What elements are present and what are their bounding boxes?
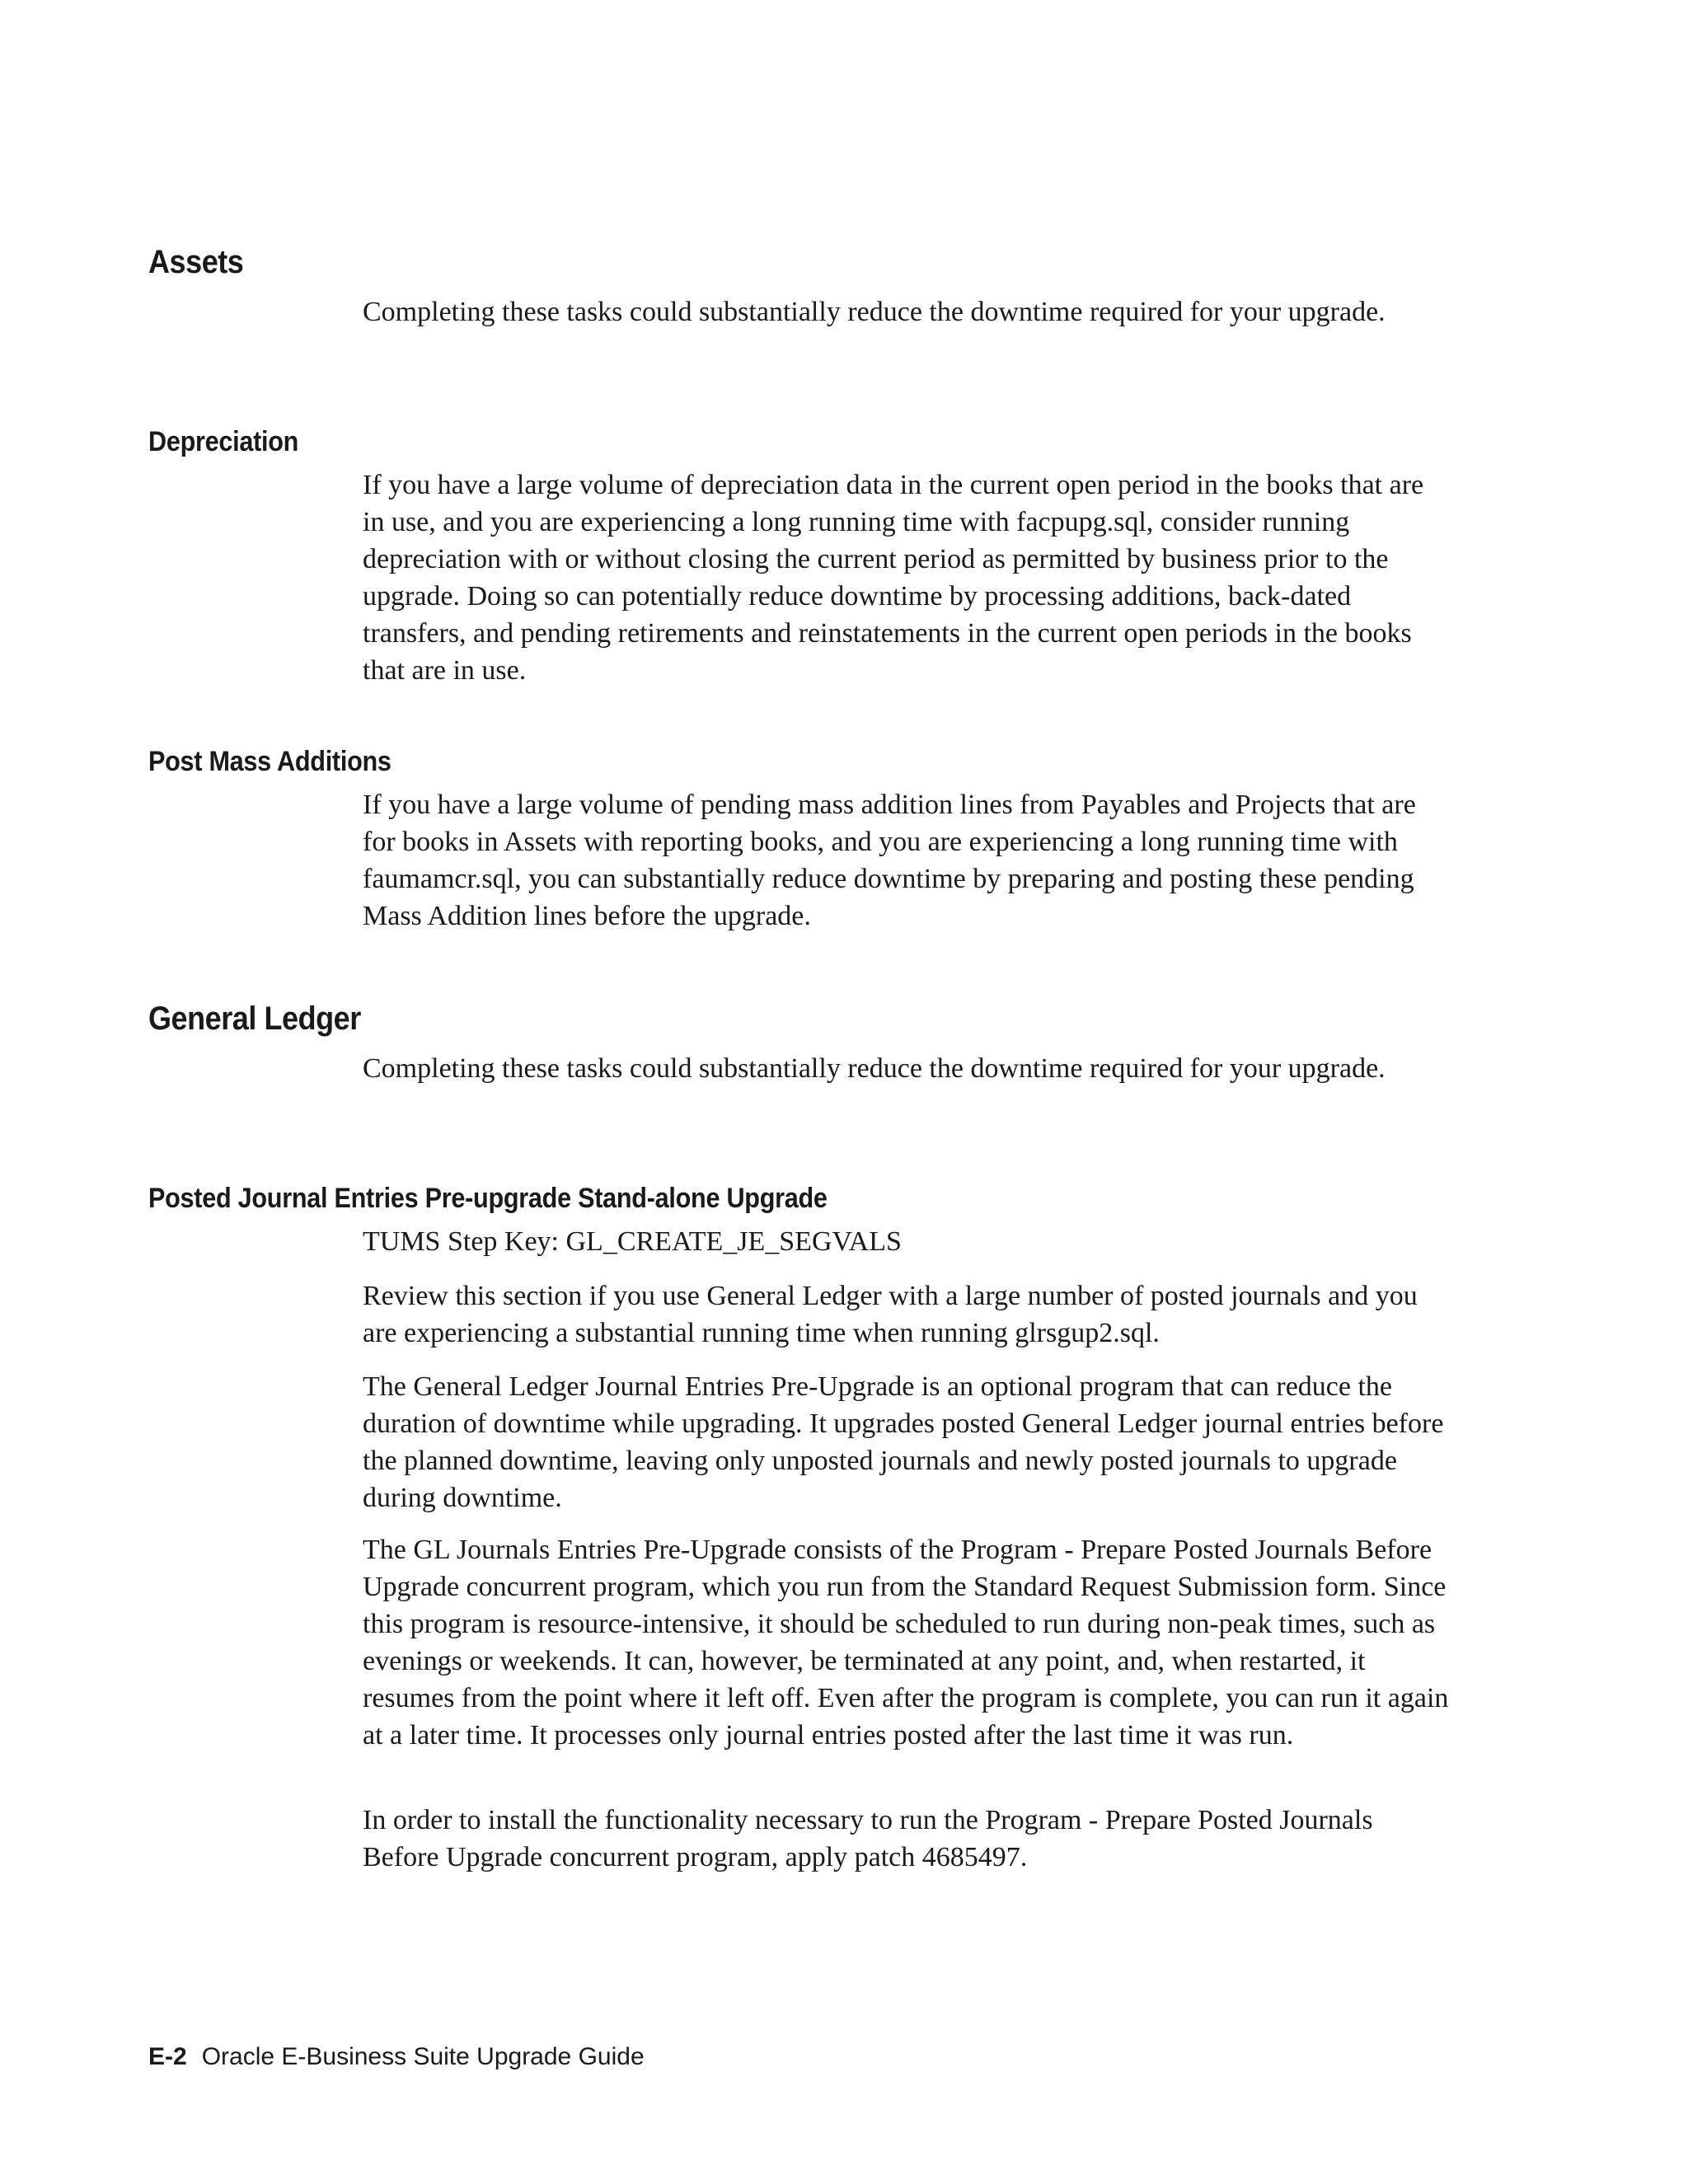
- page-number: E-2: [148, 2043, 187, 2070]
- assets-heading: Assets: [148, 244, 244, 280]
- general-ledger-heading: General Ledger: [148, 1001, 361, 1037]
- guide-title: Oracle E-Business Suite Upgrade Guide: [201, 2043, 645, 2070]
- post-mass-additions-heading: Post Mass Additions: [148, 746, 392, 777]
- posted-journal-heading: Posted Journal Entries Pre-upgrade Stand-alone Upgrade: [148, 1183, 828, 1214]
- page-footer: [148, 2042, 645, 2072]
- posted-journal-paragraph-1: Review this section if you use General Ledger with a large number of posted journals and you are experiencing a substantial running time when running glrsgup2.sql.: [363, 1281, 1418, 1348]
- assets-intro: Completing these tasks could substantially reduce the downtime required for your upgrade.: [363, 297, 1386, 327]
- general-ledger-intro: Completing these tasks could substantially reduce the downtime required for your upgrade.: [363, 1053, 1386, 1084]
- depreciation-text: If you have a large volume of depreciation data in the current open period in the books that are in use, and you are experiencing a long running time with facpupg.sql, consider running depreciation with or without closing the current period as permitted by business prior to the upgrade. Doing so can potentially reduce downtime by processing additions, back-dated transfers, and pending retirements and reinstatements in the current open periods in the books that are in use.: [363, 470, 1424, 686]
- posted-journal-paragraph-2: The General Ledger Journal Entries Pre-Upgrade is an optional program that can reduce the duration of downtime while upgrading. It upgrades posted General Ledger journal entries before the planned downtime, leaving only unposted journals and newly posted journals to upgrade during downtime.: [363, 1371, 1444, 1513]
- tums-step-key: TUMS Step Key: GL_CREATE_JE_SEGVALS: [363, 1226, 902, 1257]
- post-mass-additions-text: If you have a large volume of pending mass addition lines from Payables and Projects that are for books in Assets with reporting books, and you are experiencing a long running time with faumamcr.sql, you can substantially reduce downtime by preparing and posting these pending Mass Addition lines before the upgrade.: [363, 790, 1416, 931]
- posted-journal-paragraph-4: In order to install the functionality necessary to run the Program - Prepare Posted Journals Before Upgrade concurrent program, apply patch 4685497.: [363, 1805, 1373, 1872]
- depreciation-heading: Depreciation: [148, 426, 299, 457]
- posted-journal-paragraph-3: The GL Journals Entries Pre-Upgrade consists of the Program - Prepare Posted Journals Before Upgrade concurrent program, which you run from the Standard Request Submission form. Since this program is resource-intensive, it should be scheduled to run during non-peak times, such as evenings or weekends. It can, however, be terminated at any point, and, when restarted, it resumes from the point where it left off. Even after the program is complete, you can run it again at a later time. It processes only journal entries posted after the last time it was run.: [363, 1535, 1449, 1750]
